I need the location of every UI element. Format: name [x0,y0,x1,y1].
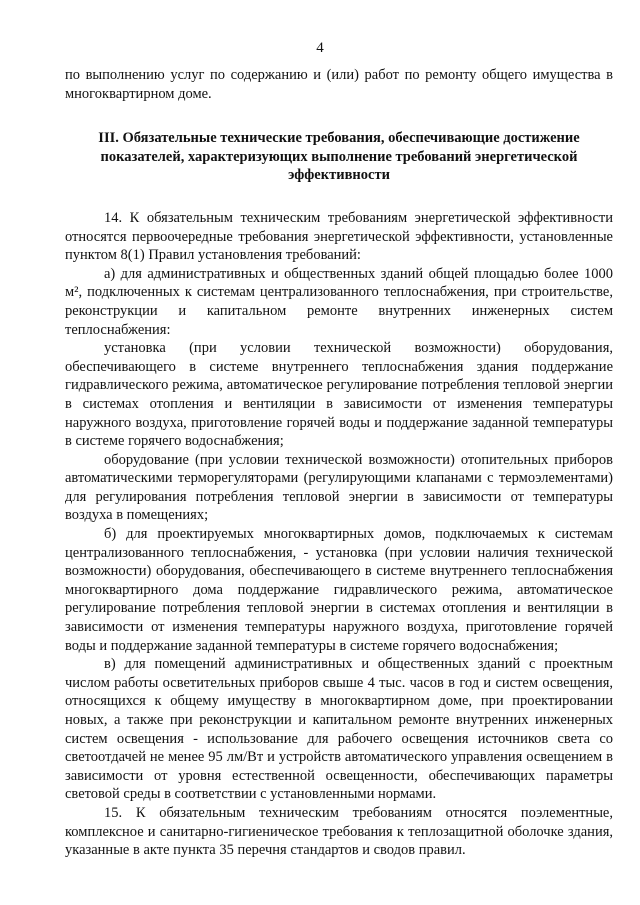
paragraph-equipment: оборудование (при условии технической возможности) отопительных приборов автоматическими терморегуляторами (регулирующими клапанами с термоэлементами) для регулирования потребления тепловой энергии в зависимости от температуры воздуха в помещениях; [65,451,613,524]
paragraph-installation: установка (при условии технической возможности) оборудования, обеспечивающего в системе внутреннего теплоснабжения здания поддержание гидравлического режима, автоматическое регулирование потребления тепловой энергии в системах отопления и вентиляции в зависимости от изменения температуры наружного воздуха, приготовление горячей воды и поддержание заданной температуры в системе горячего водоснабжения; [65,340,613,450]
paragraph-14b: б) для проектируемых многоквартирных домов, подключаемых к системам централизованного теплоснабжения, - установка (при условии наличия технической возможности) оборудования, обеспечивающего в системе внутреннего теплоснабжения многоквартирного дома поддержание гидравлического режима, автоматическое регулирование потребления тепловой энергии в системах отопления и вентиляции в зависимости от изменения температуры наружного воздуха, приготовление горячей воды и поддержание заданной температуры в системе горячего водоснабжения; [65,526,613,654]
paragraph-14v: в) для помещений административных и общественных зданий с проектным числом работы осветительных приборов свыше 4 тыс. часов в год и систем освещения, относящихся к общему имуществу в многоквартирном доме, при проектировании новых, а также при реконструкции и капитальном ремонте внутренних инженерных систем освещения - использование для рабочего освещения источников света со светоотдачей не менее 95 лм/Вт и устройств автоматического управления освещением в зависимости от уровня естественной освещенности, обеспечивающих параметры световой среды в соответствии с установленными нормами. [65,656,613,803]
continuation-text: по выполнению услуг по содержанию и (или) работ по ремонту общего имущества в многоквартирном доме. [65,67,613,102]
paragraph-14a: а) для административных и общественных зданий общей площадью более 1000 м², подключенных к системам централизованного теплоснабжения, при строительстве, реконструкции и капитальном ремонте внутренних инженерных систем теплоснабжения: [65,265,613,338]
paragraph-15: 15. К обязательным техническим требованиям относятся поэлементные, комплексное и санитарно-гигиеническое требования к теплозащитной оболочке здания, указанные в акте пункта 35 перечня стандартов и сводов правил. [65,804,613,859]
page-number: 4 [316,40,324,56]
document-body [65,66,613,860]
paragraph-14: 14. К обязательным техническим требованиям энергетической эффективности относятся первоочередные требования энергетической эффективности, установленные пунктом 8(1) Правил установления требований: [65,209,613,264]
section-heading: III. Обязательные технические требования, обеспечивающие достижение показателей, характеризующих выполнение требований энергетической эффективности [98,130,580,184]
